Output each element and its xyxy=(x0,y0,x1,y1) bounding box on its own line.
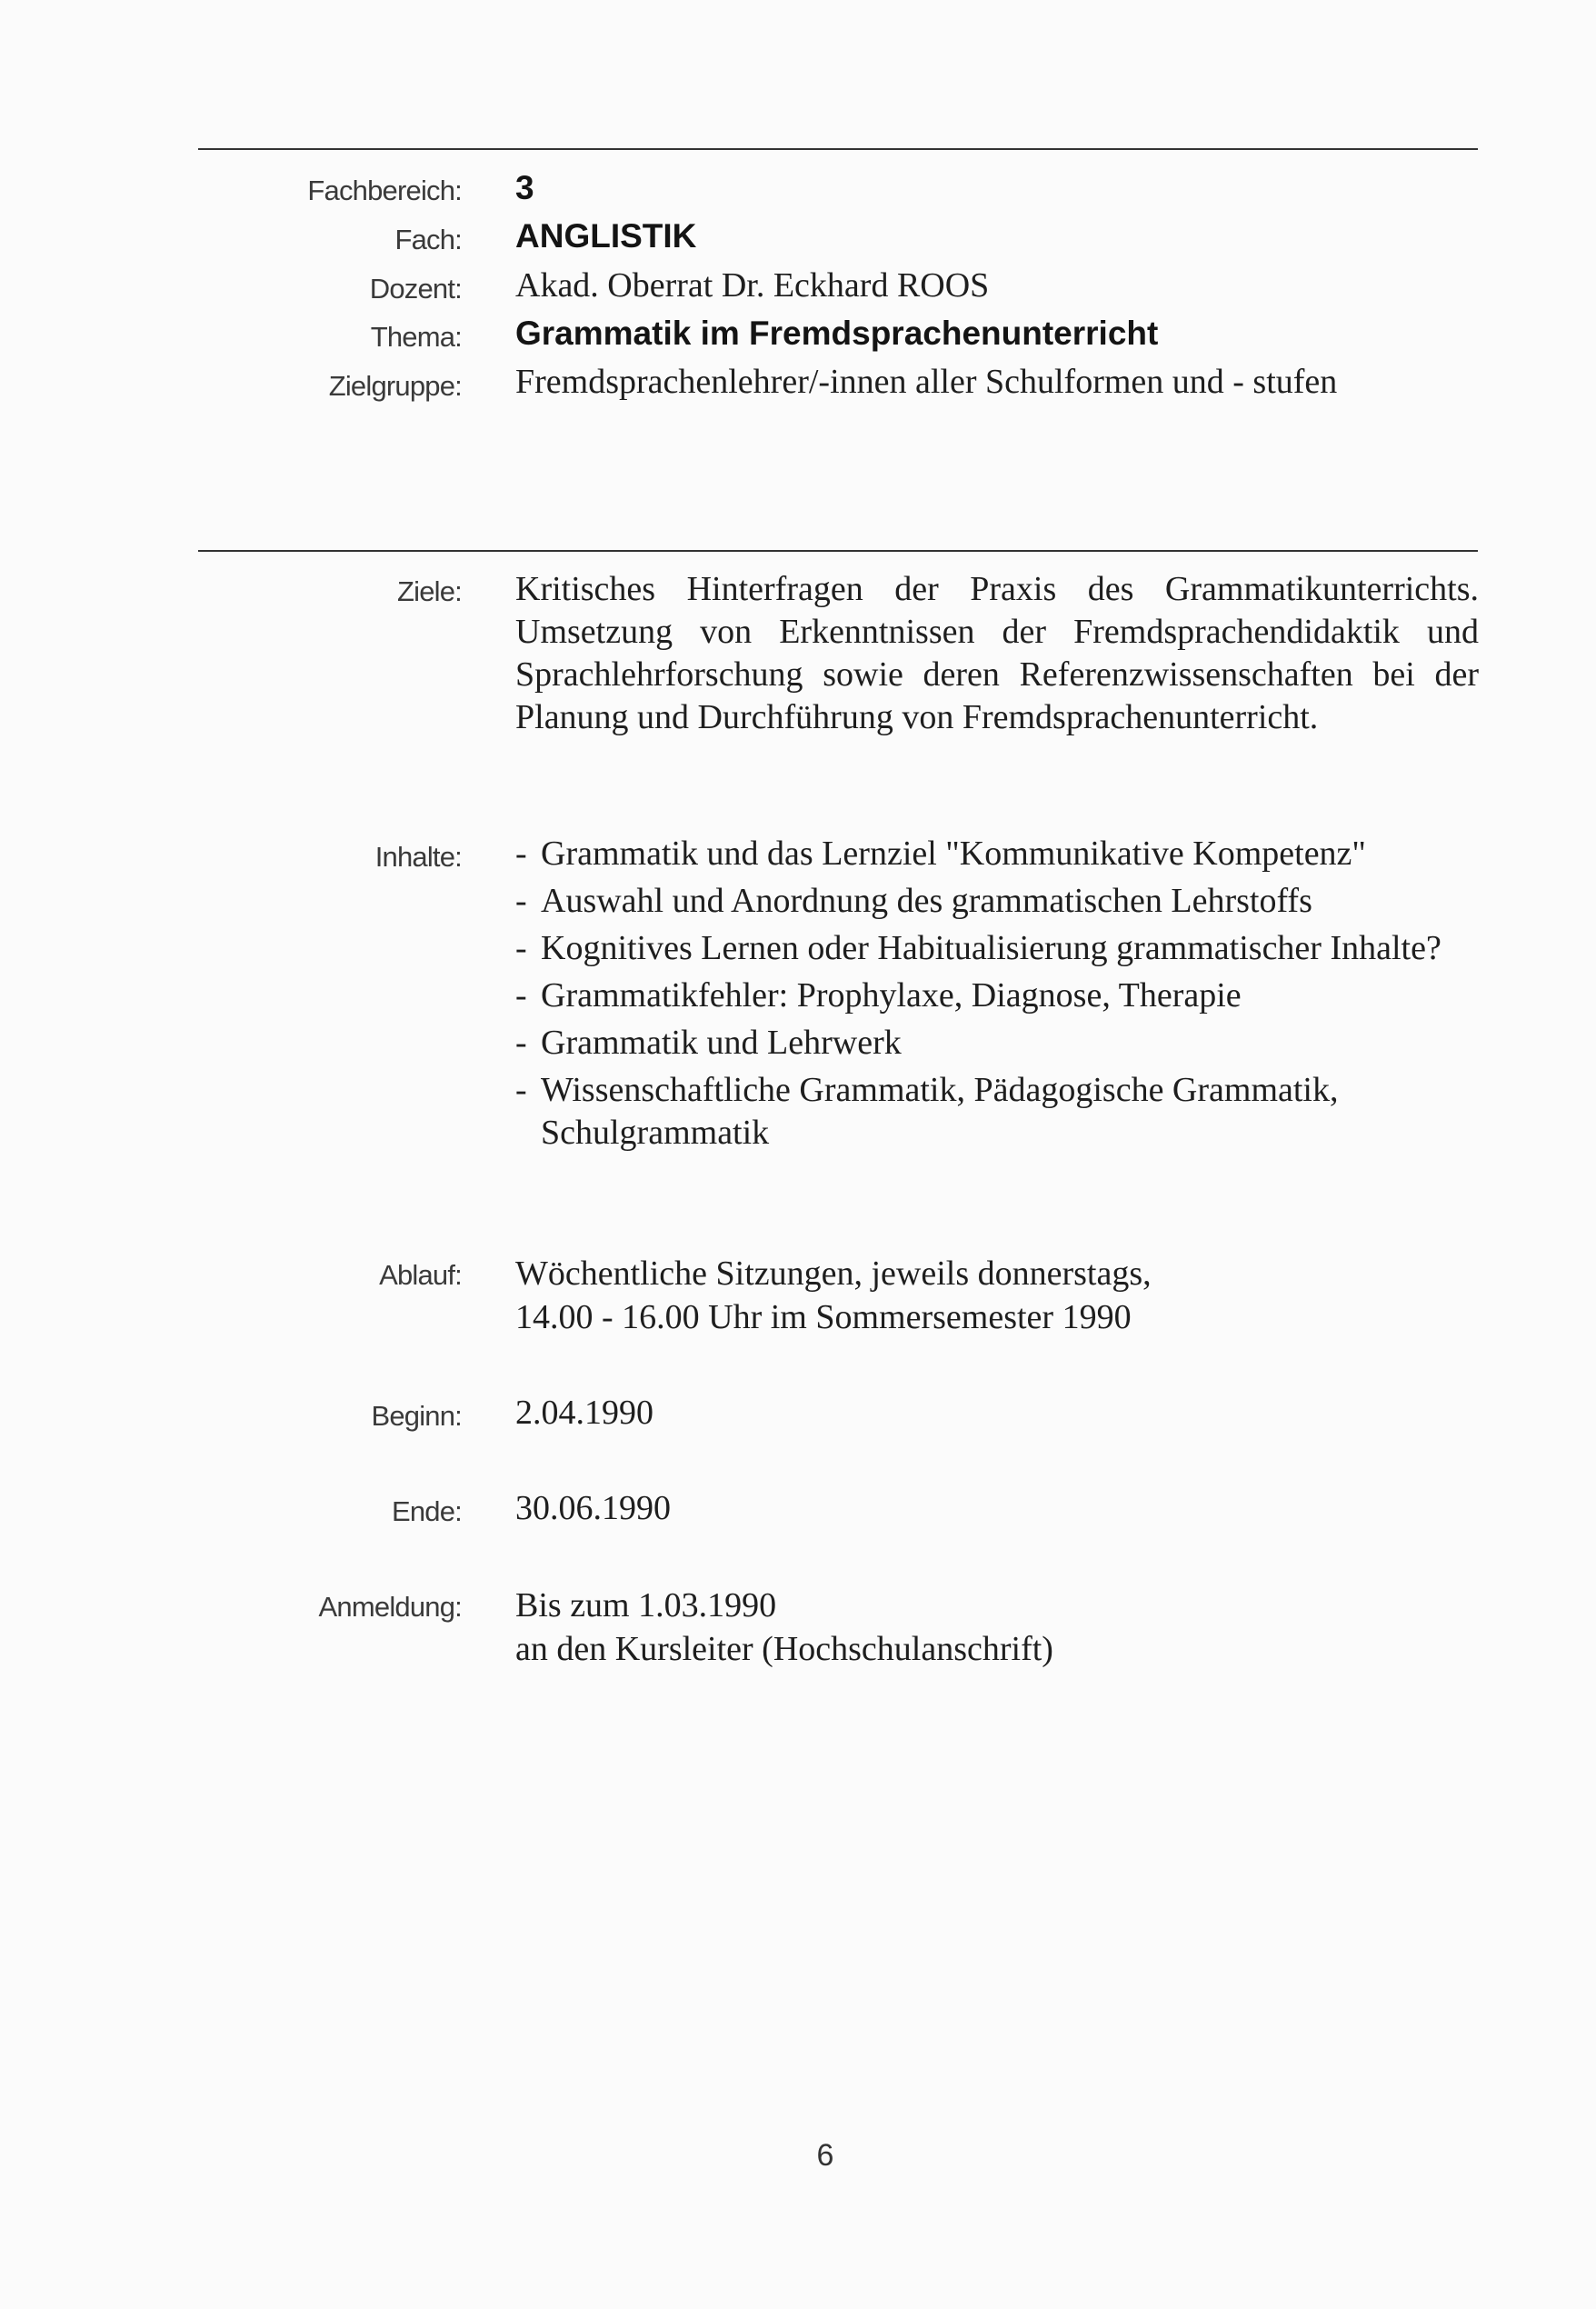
top-divider xyxy=(198,148,1478,150)
inhalte-list xyxy=(515,833,1488,1159)
thema-label: Thema: xyxy=(370,321,462,353)
ziele-text: Kritisches Hinterfragen der Praxis des Grammatikunterrichts. Umsetzung von Erkenntnissen der Fremdsprachendidaktik und Sprachlehrforschung sowie deren Referenzwissenschaften bei der Planung und Durchführung von Fremdsprachenunterricht. xyxy=(515,570,1479,736)
ziele-label: Ziele: xyxy=(396,575,462,607)
anmeldung-value xyxy=(515,1584,1488,1671)
list-item: - Auswahl und Anordnung des grammatischen Lehrstoffs xyxy=(515,880,1488,923)
thema-value: Grammatik im Fremdsprachenunterricht xyxy=(515,315,1159,352)
fachbereich-label: Fachbereich: xyxy=(307,175,462,206)
ablauf-line-2: 14.00 - 16.00 Uhr im Sommersemester 1990 xyxy=(515,1298,1132,1336)
zielgruppe-label: Zielgruppe: xyxy=(328,370,462,402)
ende-value: 30.06.1990 xyxy=(515,1489,671,1527)
inhalte-label: Inhalte: xyxy=(374,841,462,873)
page-number: 6 xyxy=(816,2138,834,2173)
list-item: - Grammatik und Lehrwerk xyxy=(515,1022,1488,1065)
ablauf-label: Ablauf: xyxy=(379,1259,462,1291)
dozent-value: Akad. Oberrat Dr. Eckhard ROOS xyxy=(515,266,990,305)
ende-label: Ende: xyxy=(391,1495,462,1527)
middle-divider xyxy=(198,550,1478,552)
list-item: - Wissenschaftliche Grammatik, Pädagogische Grammatik, Schulgrammatik xyxy=(515,1069,1486,1154)
fach-value: ANGLISTIK xyxy=(515,217,697,255)
anmeldung-line-1: Bis zum 1.03.1990 xyxy=(515,1586,777,1624)
dozent-label: Dozent: xyxy=(369,273,462,305)
anmeldung-label: Anmeldung: xyxy=(318,1591,462,1623)
beginn-label: Beginn: xyxy=(371,1400,462,1432)
beginn-value: 2.04.1990 xyxy=(515,1394,653,1432)
fach-label: Fach: xyxy=(394,224,462,255)
ablauf-line-1: Wöchentliche Sitzungen, jeweils donnerstags, xyxy=(515,1254,1152,1293)
zielgruppe-value: Fremdsprachenlehrer/-innen aller Schulformen und - stufen xyxy=(515,363,1338,401)
anmeldung-line-2: an den Kursleiter (Hochschulanschrift) xyxy=(515,1630,1053,1668)
list-item: - Kognitives Lernen oder Habitualisierung grammatischer Inhalte? xyxy=(515,927,1450,970)
list-item: - Grammatik und das Lernziel "Kommunikative Kompetenz" xyxy=(515,833,1488,875)
ablauf-value xyxy=(515,1252,1488,1339)
fachbereich-value: 3 xyxy=(515,169,534,206)
list-item: - Grammatikfehler: Prophylaxe, Diagnose, Therapie xyxy=(515,975,1488,1017)
